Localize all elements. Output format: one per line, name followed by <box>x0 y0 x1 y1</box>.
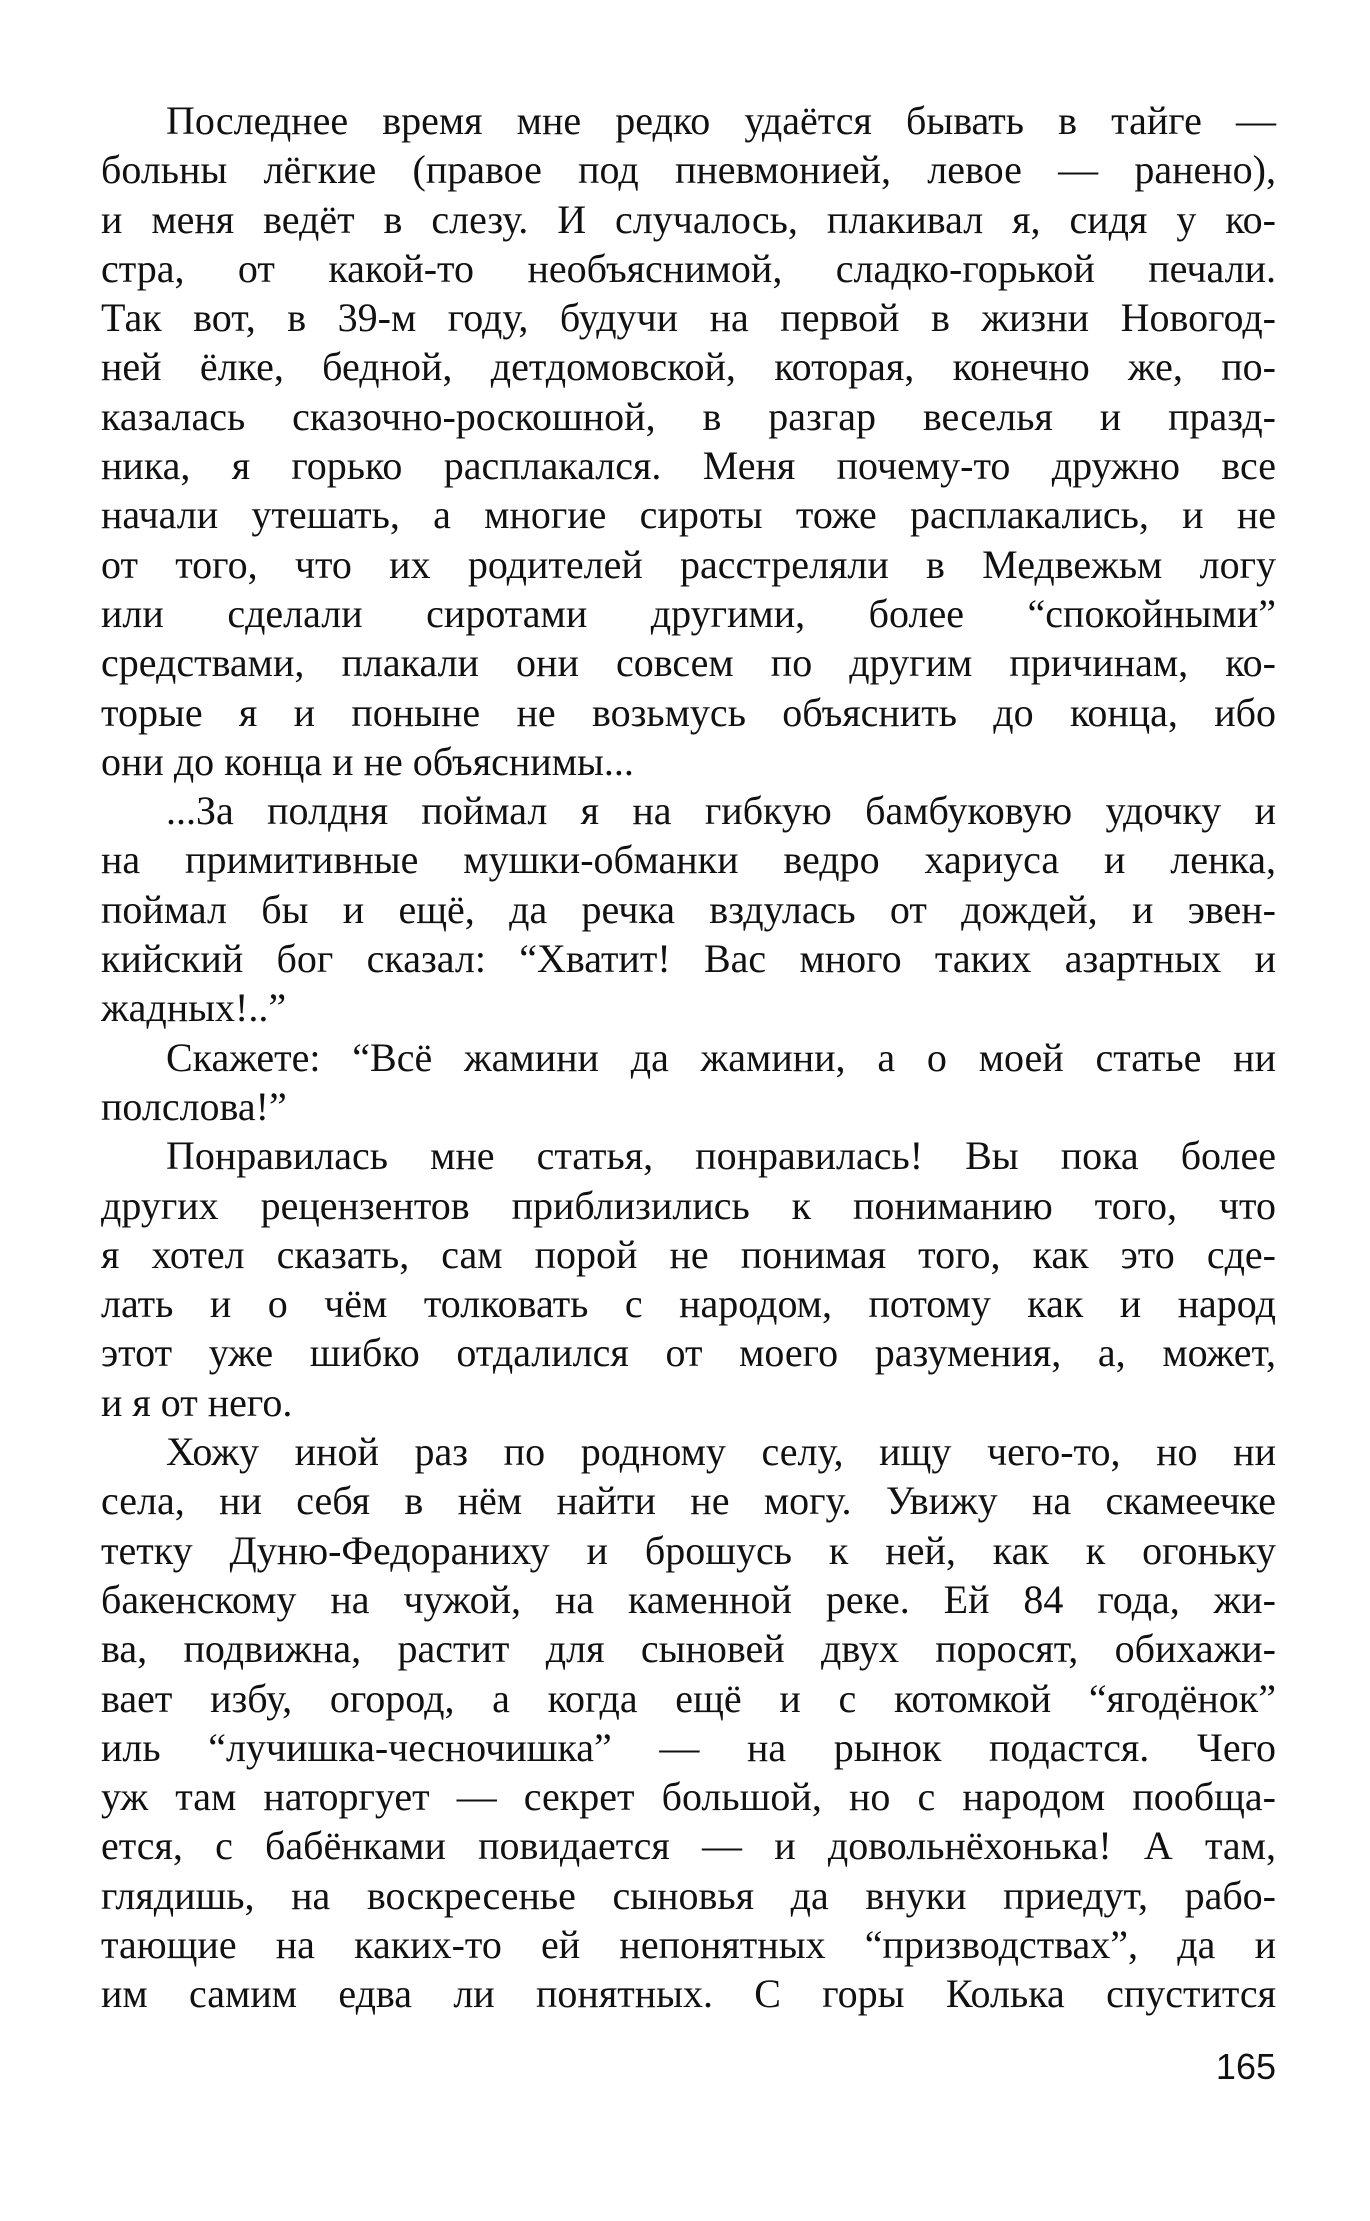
text-line: и я от него. <box>101 1379 293 1425</box>
text-line: ника, я горько расплакался. Меня почему-то дружно все <box>101 443 1276 489</box>
text-line: села, ни себя в нём найти не могу. Увижу на скамеечке <box>101 1478 1276 1524</box>
text-line: Последнее время мне редко удаётся бывать в тайге — <box>166 98 1276 143</box>
text-line: тетку Дуню-Федораниху и брошусь к ней, как к огоньку <box>101 1527 1276 1573</box>
text-line: этот уже шибко отдалился от моего разумения, а, может, <box>101 1330 1276 1376</box>
book-page <box>101 96 1276 2176</box>
text-line: торые я и поныне не возьмусь объяснить до конца, ибо <box>101 689 1276 735</box>
text-line: или сделали сиротами другими, более “спокойными” <box>101 590 1276 636</box>
text-line: тающие на каких-то ей непонятных “призводствах”, да и <box>101 1921 1276 1967</box>
text-line: средствами, плакали они совсем по другим причинам, ко- <box>101 640 1276 686</box>
text-line: Так вот, в 39-м году, будучи на первой в жизни Новогод- <box>101 295 1276 341</box>
text-line: глядишь, на воскресенье сыновья да внуки приедут, рабо- <box>101 1872 1276 1918</box>
text-line: на примитивные мушки-обманки ведро хариуса и ленка, <box>101 837 1276 883</box>
text-line: ется, с бабёнками повидается — и довольнёхонька! А там, <box>101 1823 1276 1869</box>
text-line: бакенскому на чужой, на каменной реке. Ей 84 года, жи- <box>101 1576 1276 1622</box>
text-line: стра, от какой-то необъяснимой, сладко-горькой печали. <box>101 245 1276 291</box>
text-line: им самим едва ли понятных. С горы Колька спустится <box>101 1971 1276 2017</box>
text-line: кийский бог сказал: “Хватит! Вас много таких азартных и <box>101 936 1276 982</box>
text-line: я хотел сказать, сам порой не понимая того, как это сде- <box>101 1231 1276 1277</box>
text-line: Скажете: “Всё жамини да жамини, а о моей статье ни <box>166 1034 1276 1080</box>
text-line: поймал бы и ещё, да речка вздулась от дождей, и эвен- <box>101 886 1276 932</box>
text-line: Понравилась мне статья, понравилась! Вы пока более <box>166 1133 1276 1179</box>
text-line: ва, подвижна, растит для сыновей двух поросят, обихажи- <box>101 1626 1276 1672</box>
text-line: и меня ведёт в слезу. И случалось, плакивал я, сидя у ко- <box>101 196 1276 242</box>
body-text <box>101 96 1276 2019</box>
text-line: вает избу, огород, а когда ещё и с котомкой “ягодёнок” <box>101 1675 1276 1721</box>
text-line: иль “лучишка-чесночишка” — на рынок подастся. Чего <box>101 1724 1276 1770</box>
page-number: 165 <box>1215 2046 1276 2087</box>
text-line: уж там наторгует — секрет большой, но с народом пообща- <box>101 1774 1276 1820</box>
text-line: Хожу иной раз по родному селу, ищу чего-то, но ни <box>166 1429 1276 1475</box>
text-line: начали утешать, а многие сироты тоже расплакались, и не <box>101 492 1276 538</box>
text-line: жадных!..” <box>101 985 287 1031</box>
text-line: больны лёгкие (правое под пневмонией, левое — ранено), <box>101 147 1276 193</box>
text-line: других рецензентов приблизились к пониманию того, что <box>101 1182 1276 1228</box>
text-line: от того, что их родителей расстреляли в Медвежьм логу <box>101 541 1276 587</box>
text-line: ...За полдня поймал я на гибкую бамбуковую удочку и <box>166 788 1276 834</box>
text-line: ней ёлке, бедной, детдомовской, которая, конечно же, по- <box>101 344 1276 390</box>
text-line: лать и о чём толковать с народом, потому как и народ <box>101 1281 1276 1327</box>
text-line: полслова!” <box>101 1083 287 1129</box>
text-line: они до конца и не объяснимы... <box>101 738 634 784</box>
text-line: казалась сказочно-роскошной, в разгар веселья и празд- <box>101 393 1276 439</box>
